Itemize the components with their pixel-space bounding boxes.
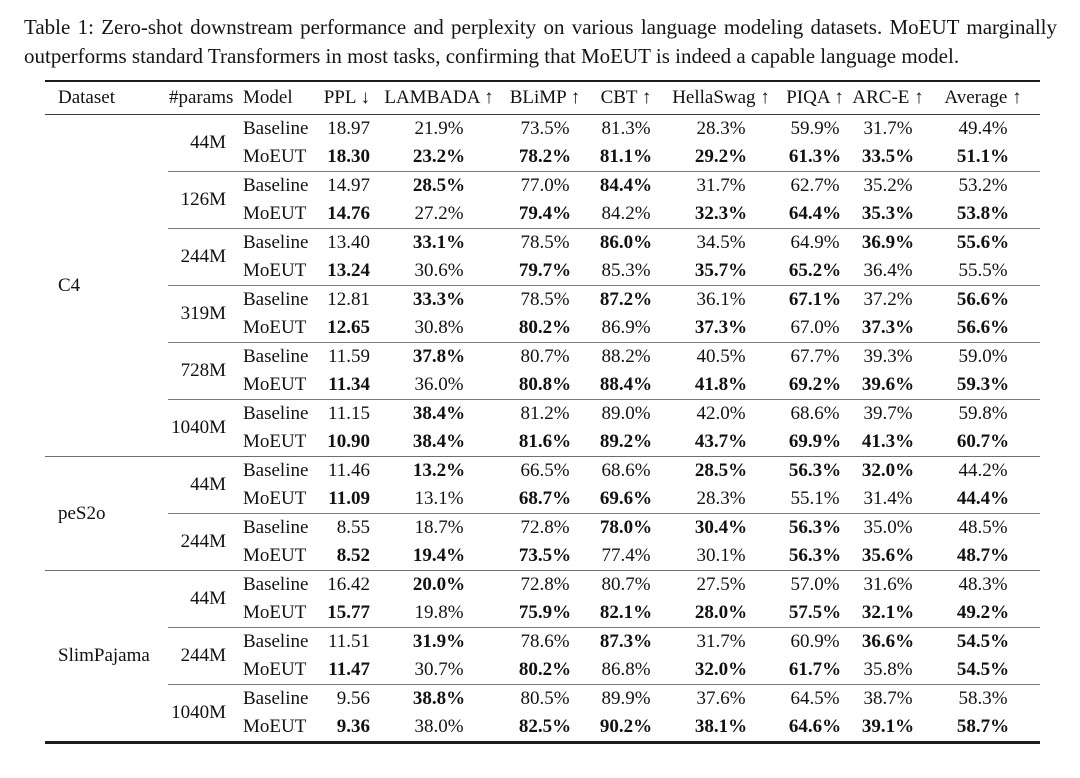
metric-value-hellaswag: 28.0% [694, 602, 748, 623]
metric-value-blimp: 79.7% [518, 260, 572, 281]
dataset-label-pes2o: peS2o [45, 457, 168, 571]
metric-value-cbt: 87.3% [590, 628, 662, 657]
metric-value-average: 59.0% [926, 343, 1040, 372]
metric-value-hellaswag: 37.3% [694, 317, 748, 338]
metric-value-average: 53.2% [926, 172, 1040, 201]
metric-value-lambada: 13.1% [414, 488, 464, 509]
table-row-c4-126m-baseline [45, 172, 1040, 201]
metric-value-lambada: 31.9% [378, 628, 500, 657]
metric-value-hellaswag: 34.5% [662, 229, 780, 258]
table-row-c4-244m-baseline [45, 229, 1040, 258]
ppl-value: 9.56 [320, 685, 378, 714]
metric-value-piqa: 65.2% [788, 260, 842, 281]
column-header-hellaswag: HellaSwag ↑ [662, 81, 780, 115]
metric-value-cbt: 86.9% [601, 317, 651, 338]
model-label-baseline: Baseline [227, 571, 320, 600]
metric-value-average: 58.3% [926, 685, 1040, 714]
ppl-value: 8.52 [336, 545, 370, 566]
table-row-c4-1040m-baseline [45, 400, 1040, 429]
metric-value-lambada: 38.4% [378, 400, 500, 429]
params-label-1040m: 1040M [168, 400, 227, 457]
metric-value-lambada: 28.5% [378, 172, 500, 201]
metric-value-average: 56.6% [956, 317, 1010, 338]
metric-value-piqa: 62.7% [780, 172, 850, 201]
metric-value-arc-e: 36.6% [850, 628, 926, 657]
metric-value-blimp: 80.5% [500, 685, 590, 714]
metric-value-blimp: 78.5% [500, 229, 590, 258]
metric-value-hellaswag: 37.6% [662, 685, 780, 714]
metric-value-piqa: 57.5% [788, 602, 842, 623]
metric-value-blimp: 77.0% [500, 172, 590, 201]
metric-value-blimp: 78.6% [500, 628, 590, 657]
metric-value-average: 58.7% [956, 716, 1010, 737]
model-label-moeut: MoEUT [243, 602, 307, 623]
metric-value-arc-e: 32.1% [861, 602, 915, 623]
model-label-moeut: MoEUT [243, 146, 307, 167]
metric-value-average: 59.8% [926, 400, 1040, 429]
metric-value-lambada: 30.8% [414, 317, 464, 338]
metric-value-cbt: 80.7% [590, 571, 662, 600]
metric-value-hellaswag: 28.3% [696, 118, 746, 139]
table-header [45, 81, 1040, 115]
metric-value-average: 55.6% [926, 229, 1040, 258]
model-label-baseline: Baseline [227, 172, 320, 201]
metric-value-average: 48.5% [926, 514, 1040, 543]
dataset-label-slimpajama: SlimPajama [45, 571, 168, 743]
metric-value-average: 54.5% [956, 659, 1010, 680]
metric-value-piqa: 67.7% [780, 343, 850, 372]
table-row-slimpajama-1040m-baseline [45, 685, 1040, 714]
params-label-244m: 244M [168, 514, 227, 571]
metric-value-lambada: 19.4% [412, 545, 466, 566]
metric-value-blimp: 72.8% [500, 514, 590, 543]
metric-value-hellaswag: 32.3% [694, 203, 748, 224]
metric-value-hellaswag: 29.2% [694, 146, 748, 167]
metric-value-hellaswag: 36.1% [662, 286, 780, 315]
metric-value-hellaswag: 42.0% [662, 400, 780, 429]
ppl-value: 11.46 [320, 457, 378, 486]
metric-value-cbt: 69.6% [599, 488, 653, 509]
ppl-value: 9.36 [336, 716, 370, 737]
model-label-baseline: Baseline [227, 457, 320, 486]
metric-value-arc-e: 35.3% [861, 203, 915, 224]
model-label-moeut: MoEUT [243, 203, 307, 224]
metric-value-arc-e: 31.6% [850, 571, 926, 600]
metric-value-lambada: 37.8% [378, 343, 500, 372]
column-header-dataset: Dataset [45, 81, 168, 115]
metric-value-hellaswag: 28.3% [696, 488, 746, 509]
metric-value-average: 54.5% [926, 628, 1040, 657]
metric-value-blimp: 73.5% [520, 118, 570, 139]
params-label-1040m: 1040M [168, 685, 227, 743]
ppl-value: 12.81 [320, 286, 378, 315]
metric-value-lambada: 27.2% [414, 203, 464, 224]
metric-value-arc-e: 38.7% [850, 685, 926, 714]
metric-value-hellaswag: 31.7% [662, 172, 780, 201]
metric-value-hellaswag: 43.7% [694, 431, 748, 452]
metric-value-cbt: 88.2% [590, 343, 662, 372]
model-label-moeut: MoEUT [243, 374, 307, 395]
model-label-baseline: Baseline [243, 118, 309, 139]
metric-value-piqa: 67.1% [780, 286, 850, 315]
column-header-blimp: BLiMP ↑ [500, 81, 590, 115]
metric-value-lambada: 18.7% [378, 514, 500, 543]
metric-value-lambada: 13.2% [378, 457, 500, 486]
params-label-244m: 244M [168, 628, 227, 685]
model-label-baseline: Baseline [227, 343, 320, 372]
metric-value-cbt: 77.4% [601, 545, 651, 566]
metric-value-arc-e: 39.6% [861, 374, 915, 395]
metric-value-piqa: 56.3% [780, 514, 850, 543]
table-row-c4-319m-baseline [45, 286, 1040, 315]
metric-value-piqa: 64.6% [788, 716, 842, 737]
ppl-value: 14.97 [320, 172, 378, 201]
metric-value-lambada: 30.6% [414, 260, 464, 281]
metric-value-average: 53.8% [956, 203, 1010, 224]
table-row-slimpajama-244m-baseline [45, 628, 1040, 657]
metric-value-lambada: 30.7% [414, 659, 464, 680]
metric-value-hellaswag: 30.4% [662, 514, 780, 543]
params-label-244m: 244M [168, 229, 227, 286]
results-table [45, 80, 1040, 744]
metric-value-hellaswag: 30.1% [696, 545, 746, 566]
metric-value-hellaswag: 28.5% [662, 457, 780, 486]
metric-value-piqa: 59.9% [790, 118, 840, 139]
metric-value-blimp: 68.7% [518, 488, 572, 509]
column-header-model: Model [227, 81, 320, 115]
metric-value-blimp: 66.5% [500, 457, 590, 486]
metric-value-cbt: 81.1% [599, 146, 653, 167]
metric-value-arc-e: 39.3% [850, 343, 926, 372]
metric-value-average: 56.6% [926, 286, 1040, 315]
column-header-arc-e: ARC-E ↑ [850, 81, 926, 115]
model-label-baseline: Baseline [227, 400, 320, 429]
params-label-728m: 728M [168, 343, 227, 400]
metric-value-arc-e: 36.9% [850, 229, 926, 258]
dataset-label-c4: C4 [58, 274, 81, 296]
column-header-ppl: PPL ↓ [320, 81, 378, 115]
metric-value-arc-e: 35.8% [863, 659, 913, 680]
metric-value-arc-e: 31.7% [863, 118, 913, 139]
metric-value-blimp: 80.2% [518, 659, 572, 680]
metric-value-cbt: 86.8% [601, 659, 651, 680]
model-label-moeut: MoEUT [243, 260, 307, 281]
metric-value-average: 48.7% [956, 545, 1010, 566]
table-body [45, 115, 1040, 743]
ppl-value: 10.90 [327, 431, 370, 452]
model-label-baseline: Baseline [227, 685, 320, 714]
metric-value-piqa: 60.9% [780, 628, 850, 657]
paper-page [0, 13, 1080, 778]
metric-value-average: 44.2% [926, 457, 1040, 486]
params-label-44m: 44M [168, 571, 227, 628]
model-label-moeut: MoEUT [243, 545, 307, 566]
metric-value-arc-e: 39.1% [861, 716, 915, 737]
metric-value-average: 44.4% [956, 488, 1010, 509]
metric-value-lambada: 33.3% [378, 286, 500, 315]
metric-value-cbt: 86.0% [590, 229, 662, 258]
table-row-c4-728m-baseline [45, 343, 1040, 372]
metric-value-lambada: 23.2% [412, 146, 466, 167]
column-header-lambada: LAMBADA ↑ [378, 81, 500, 115]
metric-value-cbt: 89.2% [599, 431, 653, 452]
metric-value-hellaswag: 32.0% [694, 659, 748, 680]
metric-value-arc-e: 35.6% [861, 545, 915, 566]
metric-value-lambada: 20.0% [378, 571, 500, 600]
table-row-pes2o-44m-baseline [45, 457, 1040, 486]
ppl-value: 14.76 [327, 203, 370, 224]
metric-value-piqa: 61.3% [788, 146, 842, 167]
metric-value-blimp: 80.2% [518, 317, 572, 338]
metric-value-arc-e: 41.3% [861, 431, 915, 452]
model-label-moeut: MoEUT [243, 659, 307, 680]
metric-value-lambada: 33.1% [378, 229, 500, 258]
model-label-moeut: MoEUT [243, 488, 307, 509]
ppl-value: 18.97 [327, 118, 370, 139]
metric-value-average: 48.3% [926, 571, 1040, 600]
metric-value-blimp: 79.4% [518, 203, 572, 224]
ppl-value: 13.24 [327, 260, 370, 281]
metric-value-hellaswag: 31.7% [662, 628, 780, 657]
model-label-moeut: MoEUT [243, 317, 307, 338]
metric-value-average: 55.5% [958, 260, 1008, 281]
metric-value-blimp: 78.5% [500, 286, 590, 315]
metric-value-lambada: 38.0% [414, 716, 464, 737]
model-label-baseline: Baseline [227, 628, 320, 657]
metric-value-piqa: 61.7% [788, 659, 842, 680]
metric-value-arc-e: 33.5% [861, 146, 915, 167]
table-row-c4-44m-baseline [45, 115, 1040, 144]
model-label-baseline: Baseline [227, 229, 320, 258]
metric-value-lambada: 19.8% [414, 602, 464, 623]
metric-value-lambada: 38.8% [378, 685, 500, 714]
metric-value-hellaswag: 35.7% [694, 260, 748, 281]
metric-value-blimp: 80.7% [500, 343, 590, 372]
metric-value-piqa: 55.1% [790, 488, 840, 509]
metric-value-cbt: 78.0% [590, 514, 662, 543]
metric-value-average: 59.3% [956, 374, 1010, 395]
ppl-value: 13.40 [320, 229, 378, 258]
metric-value-cbt: 82.1% [599, 602, 653, 623]
ppl-value: 11.47 [328, 659, 370, 680]
metric-value-blimp: 75.9% [518, 602, 572, 623]
metric-value-cbt: 68.6% [590, 457, 662, 486]
metric-value-piqa: 64.4% [788, 203, 842, 224]
metric-value-blimp: 80.8% [518, 374, 572, 395]
metric-value-cbt: 90.2% [599, 716, 653, 737]
ppl-value: 15.77 [327, 602, 370, 623]
metric-value-lambada: 38.4% [412, 431, 466, 452]
table-caption: Table 1: Zero-shot downstream performance and perplexity on various language modeling datasets. MoEUT marginally outperforms standard Transformers in most tasks, confirming that MoEUT is indeed a capable language model. [24, 15, 1057, 68]
metric-value-piqa: 64.5% [780, 685, 850, 714]
metric-value-hellaswag: 38.1% [694, 716, 748, 737]
ppl-value: 11.09 [328, 488, 370, 509]
ppl-value: 16.42 [320, 571, 378, 600]
metric-value-hellaswag: 27.5% [662, 571, 780, 600]
metric-value-cbt: 89.9% [590, 685, 662, 714]
ppl-value: 18.30 [327, 146, 370, 167]
metric-value-piqa: 68.6% [780, 400, 850, 429]
metric-value-arc-e: 37.3% [861, 317, 915, 338]
ppl-value: 11.59 [320, 343, 378, 372]
metric-value-arc-e: 37.2% [850, 286, 926, 315]
header-row [45, 81, 1040, 115]
ppl-value: 11.34 [328, 374, 370, 395]
params-label-319m: 319M [168, 286, 227, 343]
metric-value-blimp: 81.2% [500, 400, 590, 429]
metric-value-arc-e: 32.0% [850, 457, 926, 486]
metric-value-piqa: 56.3% [780, 457, 850, 486]
ppl-value: 12.65 [327, 317, 370, 338]
metric-value-cbt: 85.3% [601, 260, 651, 281]
metric-value-piqa: 64.9% [780, 229, 850, 258]
column-header-piqa: PIQA ↑ [780, 81, 850, 115]
column-header-params: #params [168, 81, 227, 115]
ppl-value: 8.55 [320, 514, 378, 543]
metric-value-blimp: 81.6% [518, 431, 572, 452]
metric-value-blimp: 78.2% [518, 146, 572, 167]
metric-value-arc-e: 35.0% [850, 514, 926, 543]
model-label-moeut: MoEUT [243, 431, 307, 452]
metric-value-hellaswag: 41.8% [694, 374, 748, 395]
metric-value-hellaswag: 40.5% [662, 343, 780, 372]
column-header-average: Average ↑ [926, 81, 1040, 115]
metric-value-cbt: 84.4% [590, 172, 662, 201]
metric-value-average: 60.7% [956, 431, 1010, 452]
metric-value-arc-e: 39.7% [850, 400, 926, 429]
metric-value-cbt: 87.2% [590, 286, 662, 315]
metric-value-cbt: 88.4% [599, 374, 653, 395]
metric-value-blimp: 73.5% [518, 545, 572, 566]
metric-value-average: 51.1% [956, 146, 1010, 167]
metric-value-cbt: 84.2% [601, 203, 651, 224]
metric-value-lambada: 36.0% [414, 374, 464, 395]
metric-value-average: 49.2% [956, 602, 1010, 623]
ppl-value: 11.51 [320, 628, 378, 657]
metric-value-piqa: 67.0% [790, 317, 840, 338]
metric-value-arc-e: 31.4% [863, 488, 913, 509]
column-header-cbt: CBT ↑ [590, 81, 662, 115]
metric-value-arc-e: 36.4% [863, 260, 913, 281]
ppl-value: 11.15 [320, 400, 378, 429]
metric-value-piqa: 69.2% [788, 374, 842, 395]
metric-value-piqa: 56.3% [788, 545, 842, 566]
model-label-baseline: Baseline [227, 514, 320, 543]
model-label-baseline: Baseline [227, 286, 320, 315]
metric-value-arc-e: 35.2% [850, 172, 926, 201]
metric-value-piqa: 69.9% [788, 431, 842, 452]
params-label-44m: 44M [190, 132, 226, 153]
table-row-pes2o-244m-baseline [45, 514, 1040, 543]
metric-value-average: 49.4% [958, 118, 1008, 139]
metric-value-cbt: 89.0% [590, 400, 662, 429]
metric-value-blimp: 82.5% [518, 716, 572, 737]
metric-value-blimp: 72.8% [500, 571, 590, 600]
params-label-126m: 126M [168, 172, 227, 229]
model-label-moeut: MoEUT [243, 716, 307, 737]
table-row-slimpajama-44m-baseline [45, 571, 1040, 600]
params-label-44m: 44M [168, 457, 227, 514]
metric-value-lambada: 21.9% [414, 118, 464, 139]
metric-value-cbt: 81.3% [601, 118, 651, 139]
metric-value-piqa: 57.0% [780, 571, 850, 600]
